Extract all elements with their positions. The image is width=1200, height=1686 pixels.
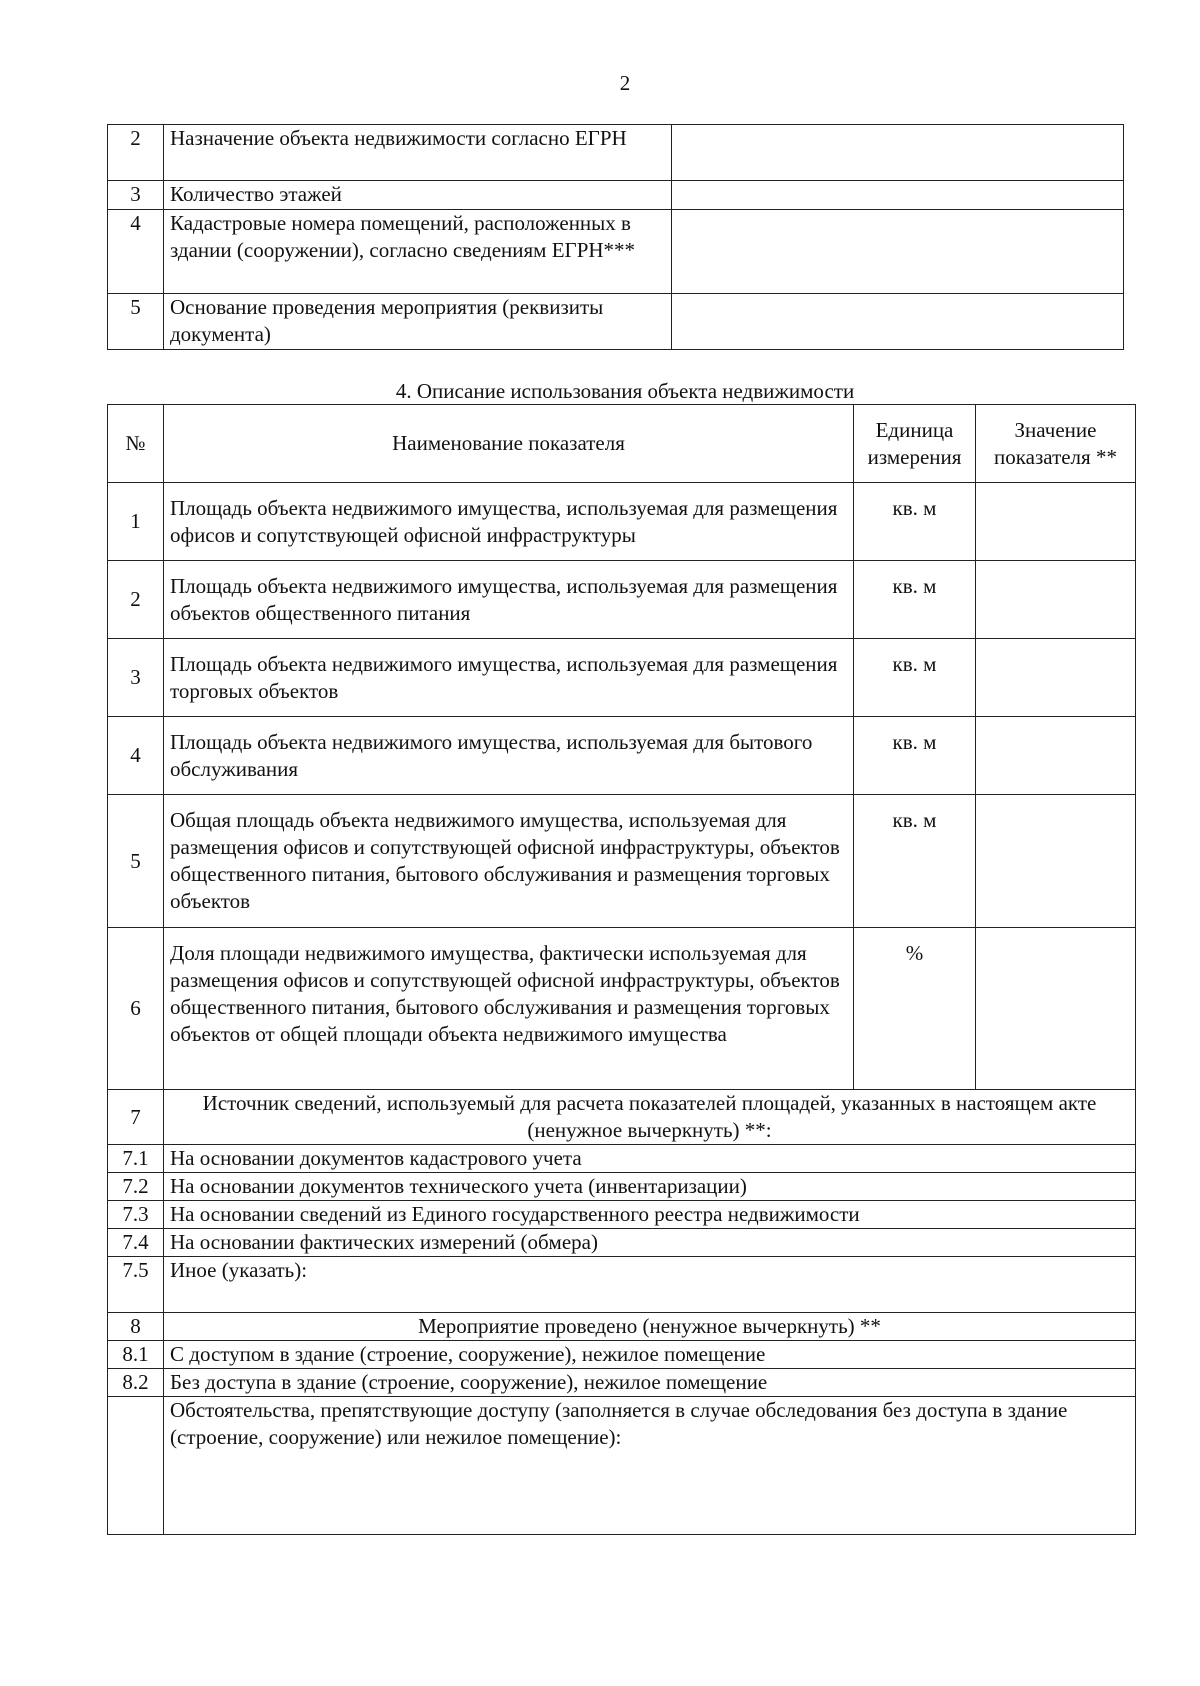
row-number: 2 [108, 561, 164, 639]
row-number: 2 [108, 125, 164, 181]
table-row [108, 1341, 1136, 1369]
table-header-row [108, 405, 1136, 483]
row-name: Площадь объекта недвижимого имущества, используемая для размещения торговых объектов [164, 639, 854, 717]
row-number: 4 [108, 717, 164, 795]
row-number: 5 [108, 795, 164, 928]
table-row [108, 1173, 1136, 1201]
empty-number-cell [108, 1397, 164, 1535]
header-name: Наименование показателя [164, 405, 854, 483]
row-number: 7.5 [108, 1257, 164, 1313]
row-number: 7.3 [108, 1201, 164, 1229]
header-number: № [108, 405, 164, 483]
row-number: 5 [108, 294, 164, 350]
source-option[interactable]: На основании документов технического учета (инвентаризации) [164, 1173, 1136, 1201]
source-option-other[interactable]: Иное (указать): [164, 1257, 1136, 1313]
row-value-cell[interactable] [672, 181, 1124, 210]
access-option[interactable]: Без доступа в здание (строение, сооружение), нежилое помещение [164, 1369, 1136, 1397]
header-unit: Единица измерения [854, 405, 976, 483]
row-unit: кв. м [854, 639, 976, 717]
row-number: 8.2 [108, 1369, 164, 1397]
row-label: Количество этажей [164, 181, 672, 210]
row-number: 1 [108, 483, 164, 561]
row-unit: кв. м [854, 561, 976, 639]
row-value-cell[interactable] [672, 210, 1124, 294]
table-row [108, 1145, 1136, 1173]
row-value-cell[interactable] [672, 294, 1124, 350]
access-circumstances[interactable]: Обстоятельства, препятствующие доступу (заполняется в случае обследования без доступа в здание (строение, сооружение) или нежилое помещение): [164, 1397, 1136, 1535]
row-name: Доля площади недвижимого имущества, фактически используемая для размещения офисов и сопутствующей офисной инфраструктуры, объектов общественного питания, бытового обслуживания и размещения торговых объектов от общей площади объекта недвижимого имущества [164, 928, 854, 1090]
row-label: Назначение объекта недвижимости согласно ЕГРН [164, 125, 672, 181]
table-row [108, 294, 1124, 350]
access-title: Мероприятие проведено (ненужное вычеркнуть) ** [164, 1313, 1136, 1341]
table-row [108, 928, 1136, 1090]
row-value-cell[interactable] [976, 639, 1136, 717]
table-row [108, 210, 1124, 294]
row-number: 7 [108, 1090, 164, 1145]
row-number: 8.1 [108, 1341, 164, 1369]
access-option[interactable]: С доступом в здание (строение, сооружение), нежилое помещение [164, 1341, 1136, 1369]
table-row [108, 1313, 1136, 1341]
row-number: 7.4 [108, 1229, 164, 1257]
row-label: Основание проведения мероприятия (реквизиты документа) [164, 294, 672, 350]
source-option[interactable]: На основании сведений из Единого государственного реестра недвижимости [164, 1201, 1136, 1229]
table-row [108, 1229, 1136, 1257]
row-name: Площадь объекта недвижимого имущества, используемая для размещения объектов общественного питания [164, 561, 854, 639]
row-unit: кв. м [854, 795, 976, 928]
row-number: 7.1 [108, 1145, 164, 1173]
row-value-cell[interactable] [976, 717, 1136, 795]
source-title: Источник сведений, используемый для расчета показателей площадей, указанных в настоящем акте (ненужное вычеркнуть) **: [164, 1090, 1136, 1145]
row-number: 3 [108, 639, 164, 717]
row-value-cell[interactable] [976, 928, 1136, 1090]
table-row [108, 1257, 1136, 1313]
row-value-cell[interactable] [976, 561, 1136, 639]
row-name: Площадь объекта недвижимого имущества, используемая для размещения офисов и сопутствующей офисной инфраструктуры [164, 483, 854, 561]
row-unit: % [854, 928, 976, 1090]
table-row [108, 1397, 1136, 1535]
source-option[interactable]: На основании фактических измерений (обмера) [164, 1229, 1136, 1257]
row-number: 6 [108, 928, 164, 1090]
row-name: Площадь объекта недвижимого имущества, используемая для бытового обслуживания [164, 717, 854, 795]
row-value-cell[interactable] [672, 125, 1124, 181]
row-name: Общая площадь объекта недвижимого имущества, используемая для размещения офисов и сопутствующей офисной инфраструктуры, объектов общественного питания, бытового обслуживания и размещения торговых объектов [164, 795, 854, 928]
row-number: 3 [108, 181, 164, 210]
object-info-table [107, 124, 1124, 350]
table-row [108, 483, 1136, 561]
usage-description-table [107, 404, 1136, 1535]
section-title: 4. Описание использования объекта недвижимости [395, 379, 855, 403]
source-option[interactable]: На основании документов кадастрового учета [164, 1145, 1136, 1173]
row-value-cell[interactable] [976, 795, 1136, 928]
table-row [108, 1201, 1136, 1229]
row-unit: кв. м [854, 717, 976, 795]
row-value-cell[interactable] [976, 483, 1136, 561]
page-number: 2 [619, 71, 631, 95]
row-number: 7.2 [108, 1173, 164, 1201]
row-number: 8 [108, 1313, 164, 1341]
table-row [108, 717, 1136, 795]
table-row [108, 1090, 1136, 1145]
row-number: 4 [108, 210, 164, 294]
table-row [108, 639, 1136, 717]
header-value: Значение показателя ** [976, 405, 1136, 483]
table-row [108, 181, 1124, 210]
row-unit: кв. м [854, 483, 976, 561]
table-row [108, 795, 1136, 928]
row-label: Кадастровые номера помещений, расположенных в здании (сооружении), согласно сведениям ЕГРН*** [164, 210, 672, 294]
table-row [108, 125, 1124, 181]
table-row [108, 561, 1136, 639]
table-row [108, 1369, 1136, 1397]
